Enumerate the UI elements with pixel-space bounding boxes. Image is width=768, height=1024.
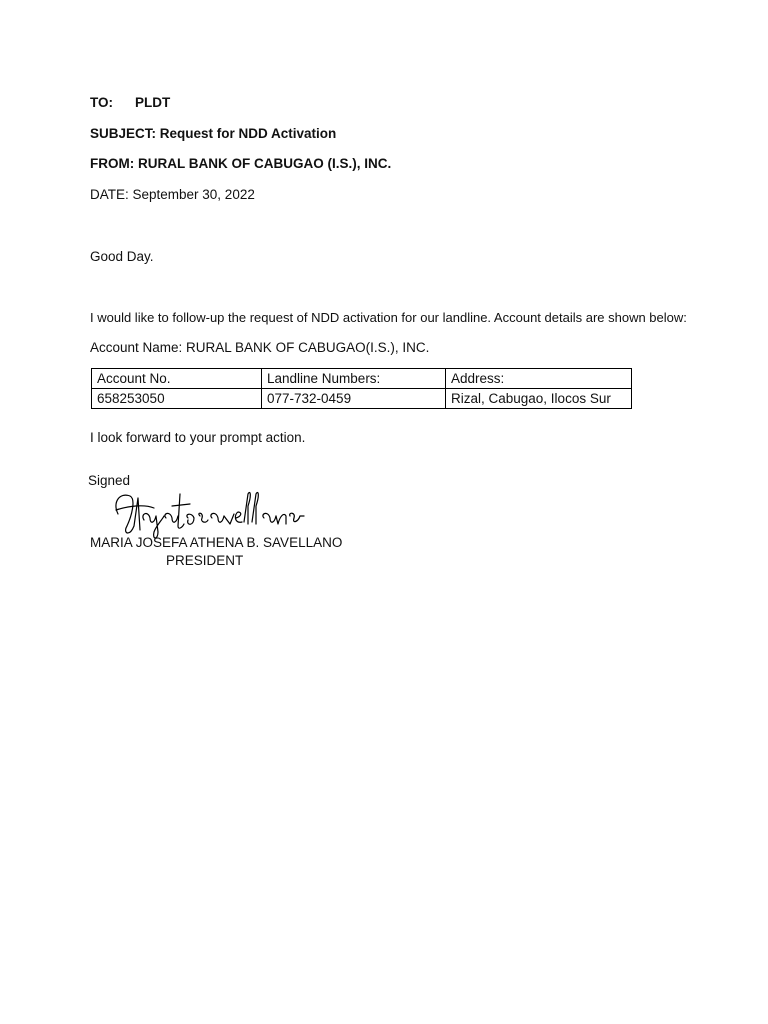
signer-title: PRESIDENT <box>166 553 244 568</box>
greeting: Good Day. <box>90 249 154 264</box>
signed-label: Signed <box>88 473 131 488</box>
subject-line: SUBJECT: Request for NDD Activation <box>90 126 337 141</box>
table-cell: 658253050 <box>92 389 262 409</box>
table-header-row <box>92 369 632 389</box>
closing-line: I look forward to your prompt action. <box>90 430 306 445</box>
table-header-cell: Landline Numbers: <box>262 369 446 389</box>
to-value: PLDT <box>135 95 171 110</box>
to-line <box>90 95 170 110</box>
table-header-cell: Account No. <box>92 369 262 389</box>
table-header-cell: Address: <box>446 369 632 389</box>
body-paragraph: I would like to follow-up the request of NDD activation for our landline. Account details are shown below: <box>90 310 687 325</box>
table-row <box>92 389 632 409</box>
from-line: FROM: RURAL BANK OF CABUGAO (I.S.), INC. <box>90 156 392 171</box>
date-line: DATE: September 30, 2022 <box>90 187 255 202</box>
to-label: TO: <box>90 95 113 110</box>
account-name: Account Name: RURAL BANK OF CABUGAO(I.S.), INC. <box>90 340 430 355</box>
signer-name: MARIA JOSEFA ATHENA B. SAVELLANO <box>90 535 343 550</box>
table-cell: Rizal, Cabugao, Ilocos Sur <box>446 389 632 409</box>
table-cell: 077-732-0459 <box>262 389 446 409</box>
account-details-table <box>91 368 632 409</box>
